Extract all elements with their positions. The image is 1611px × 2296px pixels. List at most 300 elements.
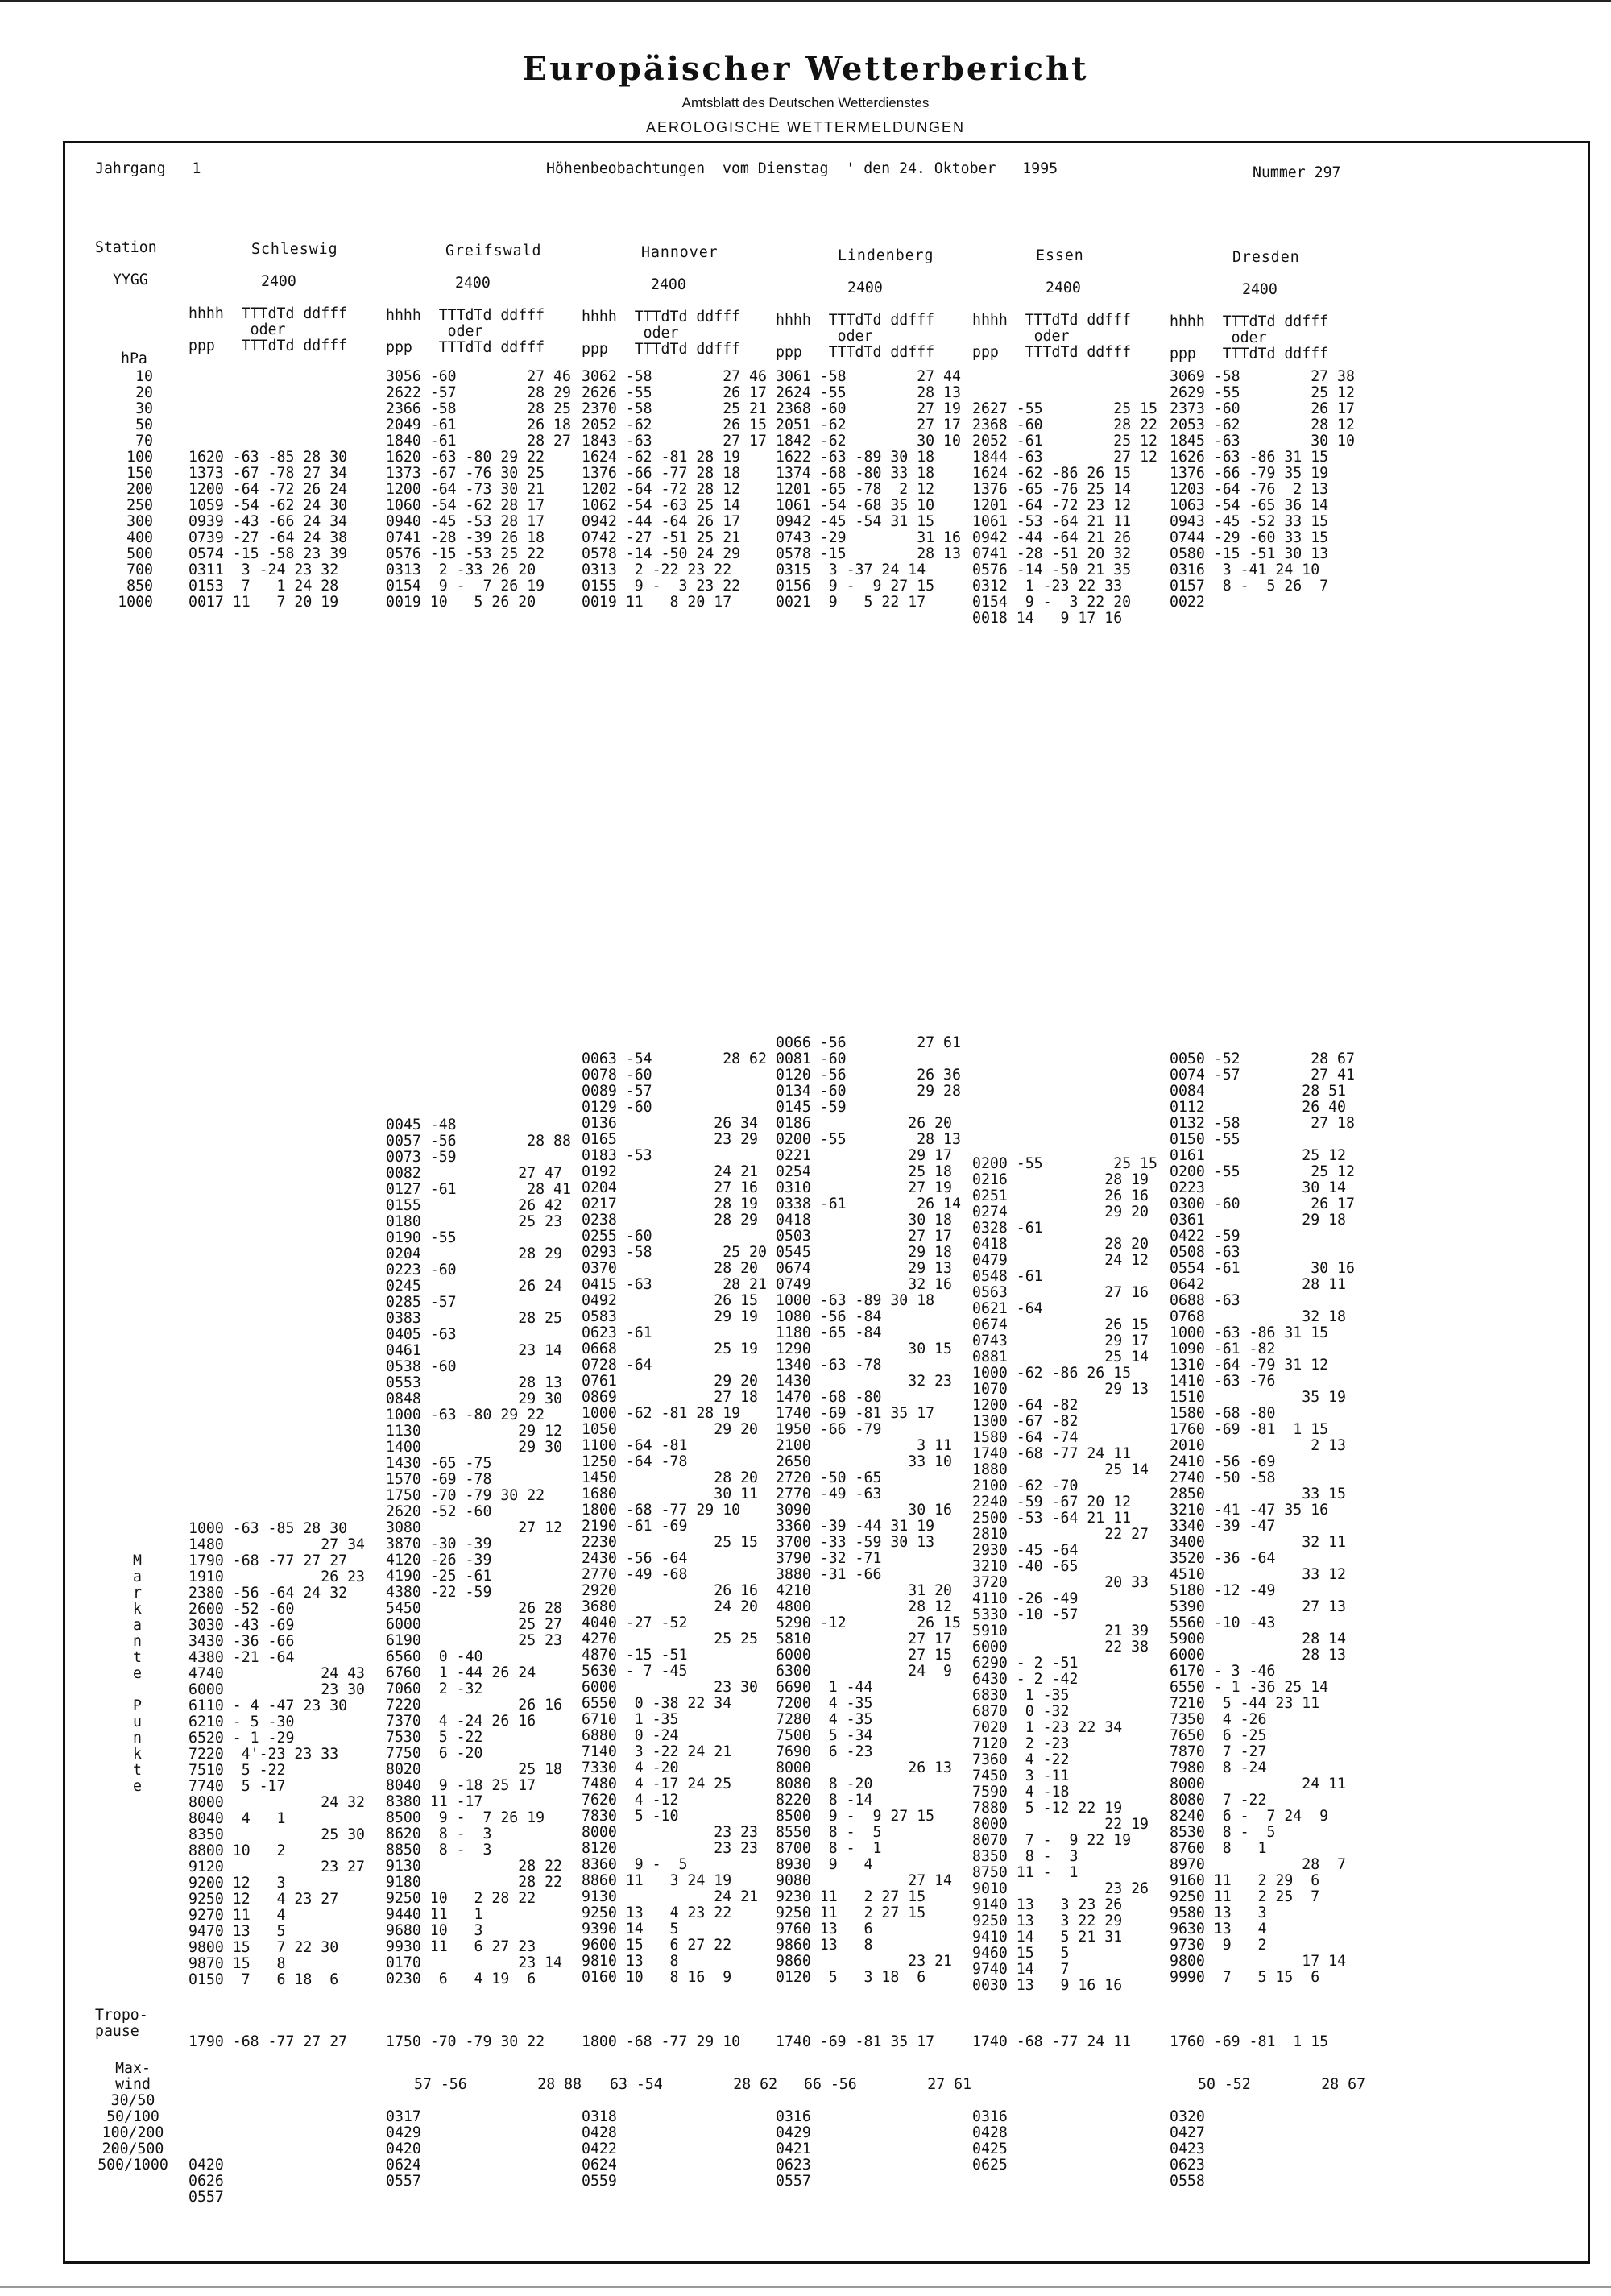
significant-points-row: 3700 -33 -59 30 13 xyxy=(776,1534,935,1551)
significant-points-row: 0848 29 30 xyxy=(386,1390,562,1407)
significant-points-row: 2100 -62 -70 xyxy=(972,1477,1079,1494)
significant-points-row: 6550 - 1 -36 25 14 xyxy=(1170,1679,1329,1696)
station-column-header xyxy=(776,313,934,361)
maxwind-layers-row xyxy=(188,2125,224,2141)
standard-levels-row: 0943 -45 -52 33 15 xyxy=(1170,513,1329,530)
significant-points-row: 0743 29 17 xyxy=(972,1332,1149,1349)
marked-points-letter: e xyxy=(133,1665,142,1682)
tropopause-value: 1790 -68 -77 27 27 xyxy=(188,2033,348,2050)
station-column-header-row: hhhh TTTdTd ddfff xyxy=(776,312,935,329)
standard-levels-row: 0311 3 -24 23 32 xyxy=(188,562,339,578)
significant-points-row: 0160 10 8 16 9 xyxy=(582,1969,732,1986)
station-yygg: 2400 xyxy=(1046,280,1081,296)
significant-points-row: 0082 27 47 xyxy=(386,1165,562,1182)
significant-points-row: 6830 1 -35 xyxy=(972,1687,1070,1704)
pressure-level: 1000 xyxy=(118,594,153,611)
significant-points-row: 7350 4 -26 xyxy=(1170,1711,1267,1728)
standard-levels-row: 0315 3 -37 24 14 xyxy=(776,562,926,578)
standard-levels-row: 2629 -55 25 12 xyxy=(1170,384,1355,401)
significant-points-row: 0255 -60 xyxy=(582,1228,652,1245)
standard-levels-row: 0578 -15 28 13 xyxy=(776,545,961,562)
significant-points-row: 6000 28 13 xyxy=(1170,1647,1346,1664)
significant-points-row: 8760 8 1 xyxy=(1170,1840,1267,1857)
station-column-header xyxy=(386,308,545,356)
maxwind-layers-row: 0557 xyxy=(776,2173,811,2190)
standard-levels-row: 0017 11 7 20 19 xyxy=(188,594,339,611)
maxwind-layers xyxy=(972,2109,1008,2174)
significant-points-row: 9580 13 3 xyxy=(1170,1904,1267,1921)
significant-points-row: 1290 30 15 xyxy=(776,1341,952,1357)
standard-levels-row: 2368 -60 27 19 xyxy=(776,400,961,417)
significant-points-row: 8000 22 19 xyxy=(972,1816,1149,1833)
significant-points-row: 0112 26 40 xyxy=(1170,1099,1346,1116)
significant-points-row: 9140 13 3 23 26 xyxy=(972,1896,1123,1913)
marked-points-letter: k xyxy=(133,1746,142,1763)
significant-points-row: 2500 -53 -64 21 11 xyxy=(972,1510,1132,1527)
standard-levels-row: 3056 -60 27 46 xyxy=(386,368,571,385)
significant-points-row: 1090 -61 -82 xyxy=(1170,1341,1276,1357)
standard-levels-row: 0578 -14 -50 24 29 xyxy=(582,545,741,562)
significant-points-row: 9230 11 2 27 15 xyxy=(776,1888,926,1905)
significant-points-row: 6520 - 1 -29 xyxy=(188,1730,295,1747)
significant-points-row: 9080 27 14 xyxy=(776,1872,952,1889)
station-column-header-row: oder xyxy=(582,325,679,342)
significant-points-row: 7750 6 -20 xyxy=(386,1745,483,1762)
significant-points-row: 0200 -55 28 13 xyxy=(776,1131,961,1148)
standard-levels-row: 0154 9 - 3 22 20 xyxy=(972,594,1132,611)
tropopause-value: 1740 -68 -77 24 11 xyxy=(972,2033,1132,2050)
standard-levels-row: 0157 8 - 5 26 7 xyxy=(1170,578,1329,595)
standard-levels-row: 0313 2 -22 23 22 xyxy=(582,562,732,578)
significant-points-row: 0405 -63 xyxy=(386,1326,457,1343)
maxwind-layers-row xyxy=(188,2141,224,2157)
significant-points-row: 1050 29 20 xyxy=(582,1421,758,1438)
standard-levels-row: 0939 -43 -66 24 34 xyxy=(188,513,348,530)
standard-levels-row: 3061 -58 27 44 xyxy=(776,368,961,385)
maxwind-label-line: wind xyxy=(115,2076,151,2093)
standard-levels-row: 0744 -29 -60 33 15 xyxy=(1170,529,1329,546)
significant-points-row: 1000 -62 -81 28 19 xyxy=(582,1405,741,1422)
significant-points-row: 6760 1 -44 26 24 xyxy=(386,1664,536,1681)
significant-points-row: 7120 2 -23 xyxy=(972,1735,1070,1752)
significant-points-row: 2100 3 11 xyxy=(776,1437,952,1454)
significant-points-row: 1410 -63 -76 xyxy=(1170,1373,1276,1390)
significant-points-row: 1470 -68 -80 xyxy=(776,1389,882,1406)
standard-levels-row: 1624 -62 -86 26 15 xyxy=(972,465,1132,482)
maxwind-layers-row: 0623 xyxy=(776,2157,811,2174)
standard-levels-row: 0022 xyxy=(1170,594,1205,611)
significant-points-row: 0192 24 21 xyxy=(582,1163,758,1180)
significant-points-row: 8550 8 - 5 xyxy=(776,1824,882,1841)
significant-points-row: 7620 4 -12 xyxy=(582,1792,679,1809)
significant-points-row: 9180 28 22 xyxy=(386,1874,562,1891)
standard-levels-row: 0942 -44 -64 21 26 xyxy=(972,529,1132,546)
standard-levels-row: 1376 -66 -77 28 18 xyxy=(582,465,741,482)
standard-levels xyxy=(582,369,767,611)
marked-points-letter: e xyxy=(133,1778,142,1795)
standard-levels-row: 0019 11 8 20 17 xyxy=(582,594,732,611)
pressure-level: 100 xyxy=(126,449,153,466)
significant-points-row: 8080 7 -22 xyxy=(1170,1792,1267,1809)
significant-points-row: 0084 28 51 xyxy=(1170,1083,1346,1100)
station-yygg: 2400 xyxy=(1242,281,1278,298)
standard-levels-row: 1061 -54 -68 35 10 xyxy=(776,497,935,514)
maxwind-value: 63 -54 28 62 xyxy=(610,2076,778,2093)
significant-points-row: 9810 13 8 xyxy=(582,1953,679,1970)
significant-points-row: 2770 -49 -68 xyxy=(582,1566,688,1583)
significant-points-row: 1200 -64 -82 xyxy=(972,1397,1079,1414)
significant-points-row: 1910 26 23 xyxy=(188,1569,365,1585)
standard-levels-row: 0156 9 - 9 27 15 xyxy=(776,578,935,595)
significant-points-row: 9160 11 2 29 6 xyxy=(1170,1872,1320,1889)
significant-points-row: 8360 9 - 5 xyxy=(582,1856,688,1873)
significant-points-row: 9130 24 21 xyxy=(582,1888,758,1905)
station-column-header xyxy=(1170,314,1328,363)
significant-points-row: 8350 8 - 3 xyxy=(972,1848,1079,1865)
significant-points-row: 0230 6 4 19 6 xyxy=(386,1971,536,1987)
standard-levels-row xyxy=(972,369,1158,385)
significant-points-row: 9470 13 5 xyxy=(188,1923,286,1940)
significant-points-row: 1570 -69 -78 xyxy=(386,1471,492,1488)
station-column-header-row: oder xyxy=(972,328,1070,345)
significant-points-row: 6000 23 30 xyxy=(188,1681,365,1698)
marked-points-letter: t xyxy=(133,1649,142,1666)
pressure-level: 400 xyxy=(126,529,153,546)
significant-points-row: 1950 -66 -79 xyxy=(776,1421,882,1438)
significant-points-row: 8350 25 30 xyxy=(188,1826,365,1843)
significant-points-row: 0728 -64 xyxy=(582,1357,652,1374)
yygg-label: YYGG xyxy=(113,271,148,288)
significant-points-row: 8500 9 - 9 27 15 xyxy=(776,1808,935,1825)
significant-points-row: 6190 25 23 xyxy=(386,1632,562,1649)
significant-points-row: 0761 29 20 xyxy=(582,1373,758,1390)
significant-points-row: 4040 -27 -52 xyxy=(582,1614,688,1631)
significant-points-row: 3210 -40 -65 xyxy=(972,1558,1079,1575)
station-name-essen: Essen xyxy=(1036,247,1084,264)
significant-points-row: 7980 8 -24 xyxy=(1170,1759,1267,1776)
significant-points-row: 1580 -64 -74 xyxy=(972,1429,1079,1446)
significant-points-row: 9800 17 14 xyxy=(1170,1953,1346,1970)
significant-points-row: 9390 14 5 xyxy=(582,1921,679,1938)
significant-points-row: 7880 5 -12 22 19 xyxy=(972,1800,1123,1817)
significant-points-row: 3340 -39 -47 xyxy=(1170,1518,1276,1535)
significant-points-row: 1680 30 11 xyxy=(582,1486,758,1502)
maxwind-layers-row: 0557 xyxy=(188,2189,224,2206)
significant-points-row: 7200 4 -35 xyxy=(776,1695,873,1712)
significant-points-row: 2770 -49 -63 xyxy=(776,1486,882,1502)
significant-points-row: 0768 32 18 xyxy=(1170,1308,1346,1325)
significant-points-row: 0642 28 11 xyxy=(1170,1276,1346,1293)
significant-points-row: 7690 6 -23 xyxy=(776,1743,873,1760)
significant-points-row: 5330 -10 -57 xyxy=(972,1606,1079,1623)
significant-points-row: 8070 7 - 9 22 19 xyxy=(972,1832,1132,1849)
significant-points-row: 8040 9 -18 25 17 xyxy=(386,1777,536,1794)
significant-points-row: 2720 -50 -65 xyxy=(776,1469,882,1486)
standard-levels-row: 0739 -27 -64 24 38 xyxy=(188,529,348,546)
standard-levels-row: 1624 -62 -81 28 19 xyxy=(582,449,741,466)
significant-points-row: 0621 -64 xyxy=(972,1300,1043,1317)
significant-points-row: 9010 23 26 xyxy=(972,1880,1149,1897)
significant-points-row: 7280 4 -35 xyxy=(776,1711,873,1728)
significant-points-row: 0150 7 6 18 6 xyxy=(188,1971,339,1988)
significant-points-row: 0150 -55 xyxy=(1170,1131,1240,1148)
tropopause-label-line: pause xyxy=(95,2023,139,2040)
significant-points-row: 7510 5 -22 xyxy=(188,1762,286,1779)
tropopause-value: 1800 -68 -77 29 10 xyxy=(582,2033,741,2050)
standard-levels-row: 0019 10 5 26 20 xyxy=(386,594,536,611)
significant-points-row: 0134 -60 29 28 xyxy=(776,1083,961,1100)
significant-points-row: 4110 -26 -49 xyxy=(972,1590,1079,1607)
significant-points-row: 0383 28 25 xyxy=(386,1310,562,1327)
significant-points-row: 7480 4 -17 24 25 xyxy=(582,1776,732,1792)
significant-points-row: 1580 -68 -80 xyxy=(1170,1405,1276,1422)
significant-points-row: 1450 28 20 xyxy=(582,1469,758,1486)
significant-points-row: 0668 25 19 xyxy=(582,1341,758,1357)
significant-points-row: 0183 -53 xyxy=(582,1147,652,1164)
station-column-header-row: ppp TTTdTd ddfff xyxy=(776,344,935,361)
significant-points-row: 0370 28 20 xyxy=(582,1260,758,1277)
standard-levels-row: 2051 -62 27 17 xyxy=(776,417,961,433)
significant-points-row: 8020 25 18 xyxy=(386,1761,562,1778)
significant-points-row: 6560 0 -40 xyxy=(386,1648,483,1665)
standard-levels-row: 1061 -53 -64 21 11 xyxy=(972,513,1132,530)
significant-points-row: 5810 27 17 xyxy=(776,1631,952,1647)
significant-points-row: 0170 23 14 xyxy=(386,1954,562,1971)
standard-levels-row: 0021 9 5 22 17 xyxy=(776,594,926,611)
significant-points-row: 3210 -41 -47 35 16 xyxy=(1170,1502,1329,1519)
marked-points-letter: M xyxy=(133,1552,142,1569)
significant-points-row: 0057 -56 28 88 xyxy=(386,1133,571,1150)
significant-points-row: 0553 28 13 xyxy=(386,1374,562,1391)
significant-points-row: 7220 26 16 xyxy=(386,1697,562,1714)
maxwind-layers-row: 0425 xyxy=(972,2141,1008,2157)
station-column-header xyxy=(582,309,740,358)
significant-points-row: 6880 0 -24 xyxy=(582,1727,679,1744)
significant-points-row: 4510 33 12 xyxy=(1170,1566,1346,1583)
significant-points-row: 3790 -32 -71 xyxy=(776,1550,882,1567)
significant-points-row: 0089 -57 xyxy=(582,1083,652,1100)
standard-levels-row: 2366 -58 28 25 xyxy=(386,400,571,417)
significant-points-row: 3430 -36 -66 xyxy=(188,1633,295,1650)
maxwind-layers-row: 0420 xyxy=(188,2157,224,2174)
significant-points-row: 4380 -21 -64 xyxy=(188,1649,295,1666)
significant-points-row: 1180 -65 -84 xyxy=(776,1324,882,1341)
standard-levels-row: 3062 -58 27 46 xyxy=(582,368,767,385)
hpa-label: hPa xyxy=(121,350,147,367)
significant-points-row: 9740 14 7 xyxy=(972,1961,1070,1978)
significant-points-row: 0063 -54 28 62 xyxy=(582,1051,767,1067)
significant-points-row: 6000 27 15 xyxy=(776,1647,952,1664)
significant-points-row: 2240 -59 -67 20 12 xyxy=(972,1494,1132,1511)
standard-levels-row: 0743 -29 31 16 xyxy=(776,529,961,546)
significant-points-row: 0479 24 12 xyxy=(972,1252,1149,1269)
significant-points-row: 5290 -12 26 15 xyxy=(776,1614,961,1631)
significant-points-row: 7450 3 -11 xyxy=(972,1768,1070,1784)
significant-points-row: 3400 32 11 xyxy=(1170,1534,1346,1551)
standard-levels-row xyxy=(188,433,347,450)
marked-points-letter: a xyxy=(133,1569,142,1585)
standard-levels-row: 0018 14 9 17 16 xyxy=(972,610,1123,627)
significant-points-row: 7530 5 -22 xyxy=(386,1729,483,1746)
significant-points-row: 0074 -57 27 41 xyxy=(1170,1067,1355,1084)
significant-points-row: 0338 -61 26 14 xyxy=(776,1196,961,1212)
maxwind-label-line: 100/200 xyxy=(101,2124,164,2141)
significant-points-row: 0223 -60 xyxy=(386,1262,457,1279)
standard-levels-row: 1842 -62 30 10 xyxy=(776,433,961,450)
standard-levels-row: 1059 -54 -62 24 30 xyxy=(188,497,348,514)
significant-points-row: 4270 25 25 xyxy=(582,1631,758,1647)
significant-points-row: 8000 24 32 xyxy=(188,1794,365,1811)
maxwind-label-line: 200/500 xyxy=(101,2141,164,2157)
station-name-greifswald: Greifswald xyxy=(445,242,542,259)
standard-levels-row: 0312 1 -23 22 33 xyxy=(972,578,1123,595)
significant-points-row: 9250 10 2 28 22 xyxy=(386,1890,536,1907)
maxwind-layers-row: 0427 xyxy=(1170,2124,1205,2141)
standard-levels-row: 0940 -45 -53 28 17 xyxy=(386,513,545,530)
significant-points-row: 8120 23 23 xyxy=(582,1840,758,1857)
page-title: Europäischer Wetterbericht xyxy=(522,50,1089,88)
significant-points-row: 1000 -63 -80 29 22 xyxy=(386,1407,545,1424)
significant-points-row: 9630 13 4 xyxy=(1170,1921,1267,1938)
significant-points-row: 9860 23 21 xyxy=(776,1953,952,1970)
significant-points-row: 3030 -43 -69 xyxy=(188,1617,295,1634)
maxwind-label xyxy=(85,2061,181,2174)
significant-points-row: 9990 7 5 15 6 xyxy=(1170,1969,1320,1986)
significant-points-row: 1740 -68 -77 24 11 xyxy=(972,1445,1132,1462)
marked-points-letter: t xyxy=(133,1762,142,1779)
significant-points-row: 8240 6 - 7 24 9 xyxy=(1170,1808,1329,1825)
significant-points-row: 0422 -59 xyxy=(1170,1228,1240,1245)
standard-levels-row: 1376 -65 -76 25 14 xyxy=(972,481,1132,498)
maxwind-layers xyxy=(188,2125,224,2206)
marked-points-letter: P xyxy=(133,1697,142,1714)
pressure-level: 50 xyxy=(135,417,153,433)
significant-points-row: 9410 14 5 21 31 xyxy=(972,1929,1123,1946)
significant-points-row: 1430 -65 -75 xyxy=(386,1455,492,1472)
significant-points-row: 0216 28 19 xyxy=(972,1171,1149,1188)
significant-points-row: 0688 -63 xyxy=(1170,1292,1240,1309)
station-yygg: 2400 xyxy=(847,280,883,296)
significant-points-row: 6290 - 2 -51 xyxy=(972,1655,1079,1672)
significant-points-row: 2920 26 16 xyxy=(582,1582,758,1599)
significant-points-row: 7650 6 -25 xyxy=(1170,1727,1267,1744)
standard-levels-row: 1201 -65 -78 2 12 xyxy=(776,481,935,498)
significant-points-row: 1310 -64 -79 31 12 xyxy=(1170,1357,1329,1374)
significant-points-row: 9250 11 2 25 7 xyxy=(1170,1888,1320,1905)
significant-points-row: 6210 - 5 -30 xyxy=(188,1714,295,1730)
significant-points-row: 5560 -10 -43 xyxy=(1170,1614,1276,1631)
significant-points-row: 6870 0 -32 xyxy=(972,1703,1070,1720)
maxwind-layers-row: 0318 xyxy=(582,2108,617,2125)
significant-points-row: 8700 8 - 1 xyxy=(776,1840,882,1857)
significant-points-row: 0245 26 24 xyxy=(386,1278,562,1295)
significant-points-row: 8500 9 - 7 26 19 xyxy=(386,1809,545,1826)
significant-points-row: 1750 -70 -79 30 22 xyxy=(386,1487,545,1504)
significant-points-row: 0548 -61 xyxy=(972,1268,1043,1285)
significant-points-row: 6000 25 27 xyxy=(386,1616,562,1633)
significant-points-row: 4380 -22 -59 xyxy=(386,1584,492,1601)
significant-points-row: 1790 -68 -77 27 27 xyxy=(188,1552,348,1569)
standard-levels-row xyxy=(188,369,347,385)
station-column-header-row: hhhh TTTdTd ddfff xyxy=(972,312,1132,329)
significant-points-row: 3680 24 20 xyxy=(582,1598,758,1615)
significant-points-row: 8860 11 3 24 19 xyxy=(582,1872,732,1889)
pressure-level: 30 xyxy=(135,400,153,417)
maxwind-layers-row: 0316 xyxy=(972,2108,1008,2125)
significant-points-row: 0674 26 15 xyxy=(972,1316,1149,1333)
significant-points-row: 0221 29 17 xyxy=(776,1147,952,1164)
significant-points-row: 9730 9 2 xyxy=(1170,1937,1267,1954)
significant-points-row: 8930 9 4 xyxy=(776,1856,873,1873)
significant-points-row: 5180 -12 -49 xyxy=(1170,1582,1276,1599)
significant-points-row: 0749 32 16 xyxy=(776,1276,952,1293)
significant-points-row: 7830 5 -10 xyxy=(582,1808,679,1825)
station-name-dresden: Dresden xyxy=(1232,249,1300,266)
significant-points-row: 8750 11 - 1 xyxy=(972,1864,1079,1881)
significant-points-row: 1070 29 13 xyxy=(972,1381,1149,1398)
maxwind-value: 66 -56 27 61 xyxy=(804,2076,972,2093)
significant-points-row: 0200 -55 25 15 xyxy=(972,1155,1158,1172)
maxwind-layers-row: 0429 xyxy=(386,2124,421,2141)
standard-levels-row: 0153 7 1 24 28 xyxy=(188,578,339,595)
station-column-header-row: oder xyxy=(386,323,483,340)
maxwind-layers-row: 0316 xyxy=(776,2108,811,2125)
standard-levels xyxy=(972,369,1158,627)
marked-points-letter: r xyxy=(133,1585,142,1602)
significant-points-row: 0145 -59 xyxy=(776,1099,847,1116)
significant-points-row: 3720 20 33 xyxy=(972,1574,1149,1591)
significant-points-row: 1480 27 34 xyxy=(188,1536,365,1553)
significant-points-row: 0492 26 15 xyxy=(582,1292,758,1309)
significant-points-row: 0254 25 18 xyxy=(776,1163,952,1180)
significant-points-row: 2650 33 10 xyxy=(776,1453,952,1470)
pressure-level: 150 xyxy=(126,465,153,482)
maxwind-layers xyxy=(776,2109,811,2190)
significant-points-row: 2600 -52 -60 xyxy=(188,1601,295,1618)
standard-levels-row: 0741 -28 -39 26 18 xyxy=(386,529,545,546)
tropopause-value: 1760 -69 -81 1 15 xyxy=(1170,2033,1329,2050)
significant-points-row: 0050 -52 28 67 xyxy=(1170,1051,1355,1067)
standard-levels-row: 1373 -67 -78 27 34 xyxy=(188,465,348,482)
standard-levels-row: 1845 -63 30 10 xyxy=(1170,433,1355,450)
standard-levels-row: 2373 -60 26 17 xyxy=(1170,400,1355,417)
standard-levels-row: 1203 -64 -76 2 13 xyxy=(1170,481,1329,498)
significant-points-row: 0274 29 20 xyxy=(972,1204,1149,1221)
significant-points-row: 1000 -62 -86 26 15 xyxy=(972,1365,1132,1382)
significant-points-row: 0165 23 29 xyxy=(582,1131,758,1148)
station-name-lindenberg: Lindenberg xyxy=(838,247,934,264)
significant-points-row: 5910 21 39 xyxy=(972,1623,1149,1639)
maxwind-layers-row: 0623 xyxy=(1170,2157,1205,2174)
pressure-level: 850 xyxy=(126,578,153,595)
significant-points-row: 0310 27 19 xyxy=(776,1179,952,1196)
significant-points-row: 0251 26 16 xyxy=(972,1187,1149,1204)
pressure-level: 200 xyxy=(126,481,153,498)
significant-points-row: 9200 12 3 xyxy=(188,1875,286,1892)
standard-levels-row: 2049 -61 26 18 xyxy=(386,417,571,433)
significant-points-row: 8800 10 2 xyxy=(188,1842,286,1859)
standard-levels-row: 2627 -55 25 15 xyxy=(972,400,1158,417)
standard-levels-row: 1202 -64 -72 28 12 xyxy=(582,481,741,498)
significant-points-row: 0508 -63 xyxy=(1170,1244,1240,1261)
standard-levels-row: 1376 -66 -79 35 19 xyxy=(1170,465,1329,482)
significant-points-row: 1340 -63 -78 xyxy=(776,1357,882,1374)
significant-points-row: 2930 -45 -64 xyxy=(972,1542,1079,1559)
station-column-header-row: hhhh TTTdTd ddfff xyxy=(386,307,545,324)
station-column-header-row: hhhh TTTdTd ddfff xyxy=(582,309,741,325)
standard-levels-row: 0154 9 - 7 26 19 xyxy=(386,578,545,595)
significant-points-row: 1000 -63 -89 30 18 xyxy=(776,1292,935,1309)
